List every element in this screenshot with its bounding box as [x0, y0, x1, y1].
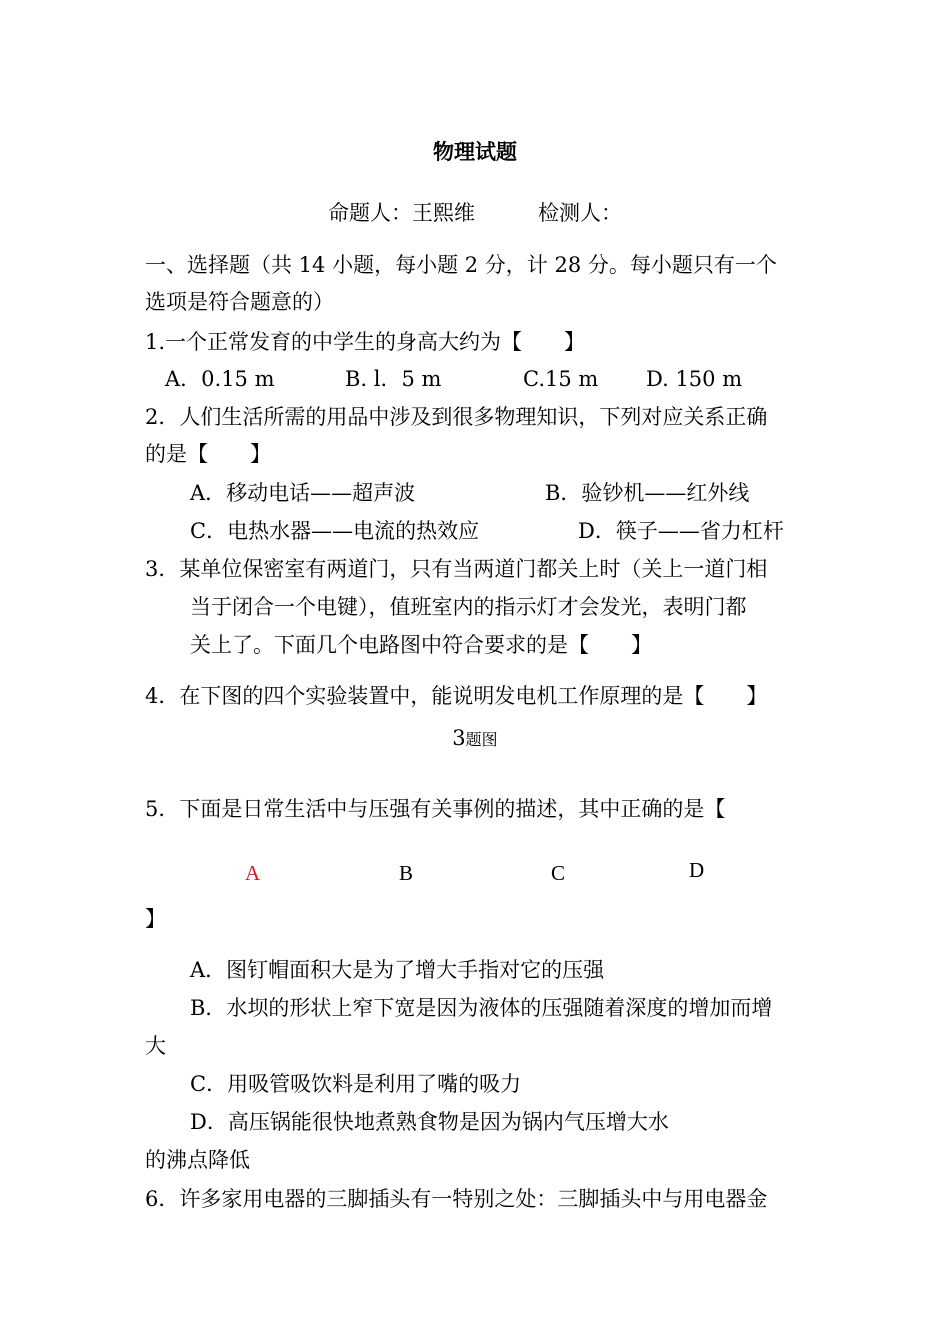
page-title: 物理试题	[433, 140, 517, 164]
option-b: B. l．5 m	[345, 367, 442, 391]
option-a: A．图钉帽面积大是为了增大手指对它的压强	[190, 958, 605, 982]
figure-caption-number: 3	[452, 726, 466, 750]
option-b-line-1: B．水坝的形状上窄下宽是因为液体的压强随着深度的增加而增	[190, 996, 773, 1020]
section-heading-line-2: 选项是符合题意的）	[145, 290, 334, 314]
option-c: C．电热水器——电流的热效应	[190, 519, 480, 543]
option-d-line-2: 的沸点降低	[145, 1148, 250, 1172]
option-b: B．验钞机——红外线	[545, 481, 750, 505]
bracket-close: 】	[145, 907, 166, 931]
option-b-line-2: 大	[145, 1034, 166, 1058]
question-stem-line-1: 2．人们生活所需的用品中涉及到很多物理知识，下列对应关系正确	[145, 405, 768, 429]
question-stem-line-1: 3．某单位保密室有两道门，只有当两道门都关上时（关上一道门相	[145, 557, 768, 581]
option-d: D. 150 m	[646, 367, 743, 391]
option-c: C.15 m	[523, 367, 599, 391]
option-c: C．用吸管吸饮料是利用了嘴的吸力	[190, 1072, 522, 1096]
figure-label-a: A	[245, 861, 261, 885]
option-a: A．0.15 m	[165, 367, 275, 391]
figure-label-d: D	[689, 858, 705, 882]
question-stem-line-1: 6．许多家用电器的三脚插头有一特别之处：三脚插头中与用电器金	[145, 1187, 768, 1211]
option-a: A．移动电话——超声波	[190, 481, 416, 505]
question-stem-line-3: 关上了。下面几个电路图中符合要求的是【 】	[190, 633, 652, 657]
figure-caption-text: 题图	[465, 730, 498, 749]
question-stem-line-2: 的是【 】	[145, 442, 271, 466]
question-stem: 4．在下图的四个实验装置中，能说明发电机工作原理的是【 】	[145, 684, 768, 708]
option-d-line-1: D．高压锅能很快地煮熟食物是因为锅内气压增大水	[190, 1110, 669, 1134]
question-stem: 1.一个正常发育的中学生的身高大约为【 】	[145, 330, 586, 354]
question-stem: 5．下面是日常生活中与压强有关事例的描述，其中正确的是【	[145, 797, 726, 821]
option-d: D．筷子——省力杠杆	[578, 519, 784, 543]
figure-label-c: C	[551, 861, 566, 885]
question-stem-line-2: 当于闭合一个电键），值班室内的指示灯才会发光，表明门都	[190, 595, 747, 619]
section-heading-line-1: 一、选择题（共 14 小题，每小题 2 分，计 28 分。每小题只有一个	[145, 253, 777, 277]
figure-caption	[0, 726, 950, 752]
authors-line: 命题人：王熙维 检测人：	[328, 201, 622, 225]
figure-label-b: B	[399, 861, 414, 885]
